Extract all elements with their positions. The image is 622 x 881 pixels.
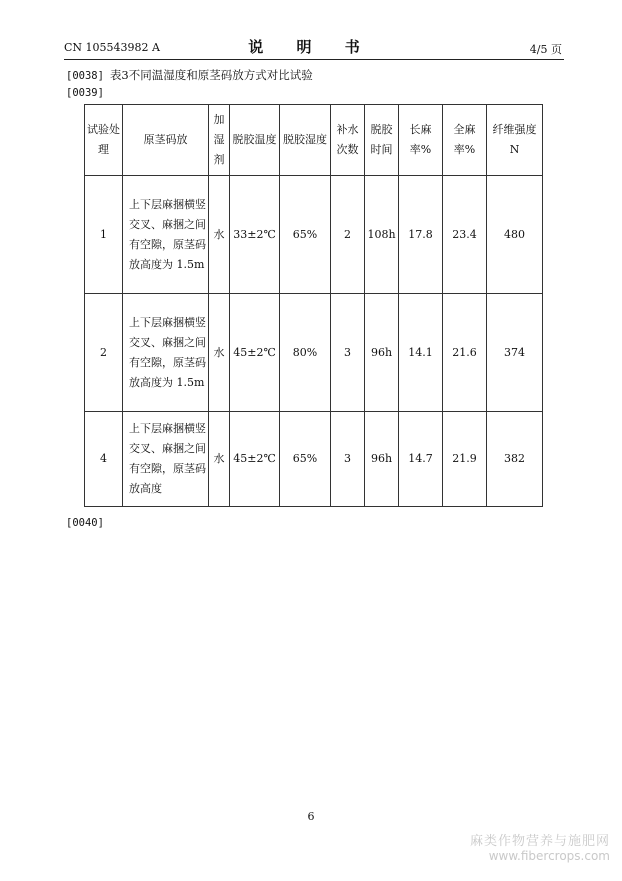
paragraph-0040 [66,515,110,529]
table-cell: 17.8 [399,176,443,294]
table-cell: 374 [487,294,543,412]
table-cell: 水 [209,294,230,412]
header-cell: 试验处理 [85,105,123,176]
table-row [85,412,543,507]
watermark-url: www.fibercrops.com [488,849,610,863]
page-of: 4/5 页 [529,43,562,56]
header-divider [64,59,564,60]
watermark [470,830,610,863]
table-cell: 1 [85,176,123,294]
header-cell: 补水次数 [331,105,365,176]
table-cell: 3 [331,294,365,412]
header-cell: 脱胶时间 [365,105,399,176]
table-header-row [85,105,543,176]
watermark-title: 麻类作物营养与施肥网 [469,834,610,849]
page-number: 6 [307,810,315,823]
table-caption: 表3不同温湿度和原茎码放方式对比试验 [109,68,313,82]
header-cell: 全麻率% [443,105,487,176]
table-cell: 2 [331,176,365,294]
table-row [85,176,543,294]
table-cell: 33±2℃ [230,176,280,294]
table-cell: 65% [280,176,331,294]
table-cell: 45±2℃ [230,294,280,412]
table-cell: 65% [280,412,331,507]
header-cell: 脱胶湿度 [280,105,331,176]
table-cell: 水 [209,176,230,294]
table-cell: 水 [209,412,230,507]
table-cell: 4 [85,412,123,507]
paragraph-number: [0040] [66,517,104,529]
header-cell: 脱胶温度 [230,105,280,176]
table-cell: 96h [365,412,399,507]
table-cell: 108h [365,176,399,294]
table-cell: 45±2℃ [230,412,280,507]
comparison-table [84,104,543,507]
table-cell: 上下层麻捆横竖交叉、麻捆之间有空隙，原茎码放高度 [123,412,209,507]
paragraph-0039 [66,85,110,99]
header-cell: 长麻率% [399,105,443,176]
paragraph-0038 [66,67,313,83]
table-cell: 382 [487,412,543,507]
page-title: 说 明 书 [248,38,374,56]
table-cell: 上下层麻捆横竖交叉、麻捆之间有空隙，原茎码放高度为 1.5m [123,176,209,294]
table-cell: 96h [365,294,399,412]
table-cell: 2 [85,294,123,412]
table-cell: 21.9 [443,412,487,507]
table-row [85,294,543,412]
patent-number: CN 105543982 A [64,41,160,54]
header-cell: 加湿剂 [209,105,230,176]
paragraph-number: [0038] [66,70,104,82]
header-cell: 原茎码放 [123,105,209,176]
table-cell: 上下层麻捆横竖交叉、麻捆之间有空隙，原茎码放高度为 1.5m [123,294,209,412]
table-cell: 80% [280,294,331,412]
table-cell: 14.7 [399,412,443,507]
header-cell: 纤维强度N [487,105,543,176]
table-cell: 3 [331,412,365,507]
table-cell: 23.4 [443,176,487,294]
paragraph-number: [0039] [66,87,104,99]
table-cell: 21.6 [443,294,487,412]
table-cell: 480 [487,176,543,294]
table-cell: 14.1 [399,294,443,412]
